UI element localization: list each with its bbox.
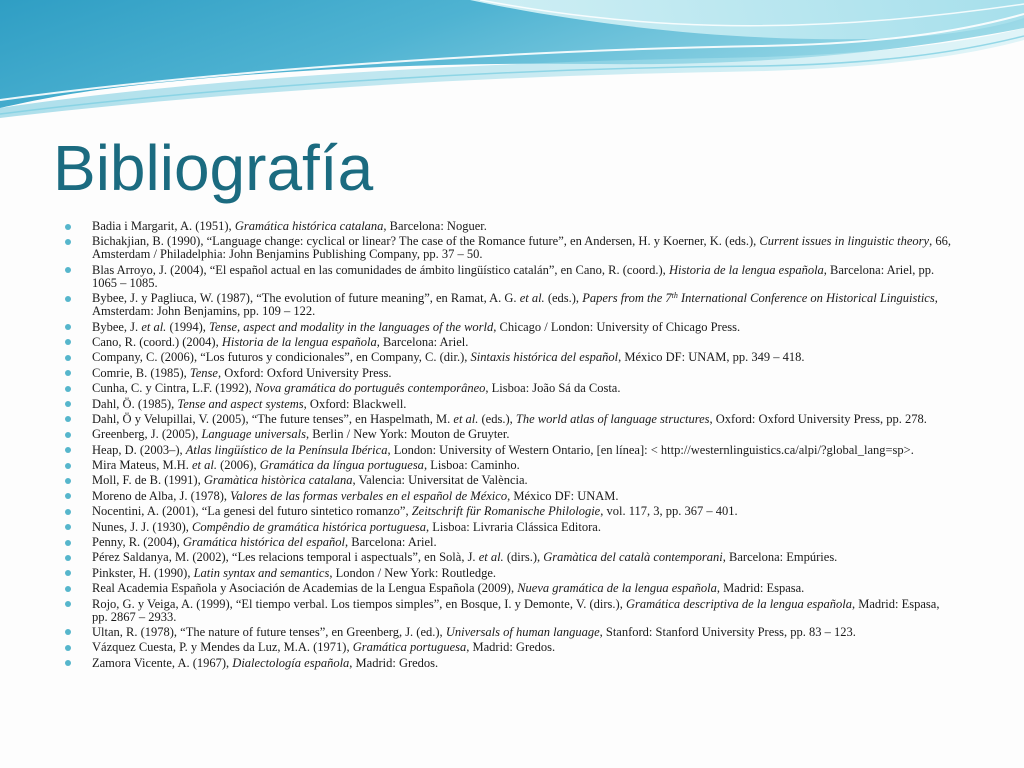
reference-text: , Lisboa: João Sá da Costa.	[485, 381, 621, 396]
reference-text: Bybee, J. y Pagliuca, W. (1987), “The evolution of future meaning”, en Ramat, A. G.	[92, 291, 520, 306]
reference-item	[92, 413, 958, 426]
reference-item	[92, 551, 958, 564]
reference-italic-text: Tense and aspect systems	[177, 396, 304, 411]
reference-text: Moll, F. de B. (1991),	[92, 473, 204, 488]
reference-item	[92, 428, 958, 441]
reference-text: (eds.),	[478, 411, 516, 426]
reference-text: , México DF: UNAM.	[507, 488, 619, 503]
reference-item	[92, 351, 958, 364]
reference-italic-text: Dialectología española	[232, 655, 350, 670]
reference-italic-text: et al.	[141, 319, 167, 334]
reference-italic-text: Tense, aspect and modality in the languages of the world	[209, 319, 494, 334]
reference-text: Moreno de Alba, J. (1978),	[92, 488, 231, 503]
reference-text: , Madrid: Gredos.	[349, 655, 439, 670]
reference-text: Blas Arroyo, J. (2004), “El español actual en las comunidades de ámbito lingüístico catalán”, en Cano, R. (coord.),	[92, 262, 669, 277]
reference-italic-text: Gramàtica històrica catalana	[203, 473, 353, 488]
bullet-icon	[65, 463, 71, 469]
reference-text: Nunes, J. J. (1930),	[92, 519, 192, 534]
bullet-icon	[65, 478, 71, 484]
reference-text: , Oxford: Blackwell.	[303, 396, 407, 411]
reference-text: , vol. 117, 3, pp. 367 – 401.	[600, 504, 738, 519]
reference-item	[92, 505, 958, 518]
reference-text: , Oxford: Oxford University Press, pp. 278.	[709, 411, 927, 426]
reference-text: Bybee, J.	[92, 319, 142, 334]
bullet-icon	[65, 570, 71, 576]
bullet-icon	[65, 601, 71, 607]
reference-text: , Valencia: Universitat de València.	[352, 473, 528, 488]
reference-text: , 66, Amsterdam / Philadelphia: John Benjamins Publishing Company, pp. 37 – 50.	[92, 234, 951, 262]
reference-italic-text: et al.	[453, 411, 479, 426]
reference-italic-text: Universals of human language	[445, 624, 600, 639]
reference-italic-text: The world atlas of language structures	[515, 411, 710, 426]
reference-item	[92, 626, 958, 639]
reference-item	[92, 382, 958, 395]
reference-item	[92, 292, 958, 318]
bullet-icon	[65, 524, 71, 530]
reference-item	[92, 598, 958, 624]
reference-item	[92, 459, 958, 472]
reference-text: Dahl, Ö. (1985),	[92, 396, 178, 411]
reference-italic-text: Historia de la lengua española	[221, 334, 377, 349]
reference-text: Pérez Saldanya, M. (2002), “Les relacions temporal i aspectuals”, en Solà, J.	[92, 550, 479, 565]
bullet-icon	[65, 324, 71, 330]
reference-italic-text: Compêndio de gramática histórica portuguesa	[192, 519, 427, 534]
reference-item	[92, 398, 958, 411]
reference-text: , Madrid: Espasa, pp. 2867 – 2933.	[92, 596, 940, 624]
reference-italic-text: Gramàtica del català contemporani	[543, 550, 723, 565]
reference-text: , Lisboa: Caminho.	[423, 458, 520, 473]
reference-superscript: th	[671, 291, 678, 301]
reference-italic-text: Sintaxis histórica del español	[470, 350, 619, 365]
reference-text: , Barcelona: Ariel, pp. 1065 – 1085.	[92, 262, 935, 290]
bullet-icon	[65, 540, 71, 546]
bullet-icon	[65, 239, 71, 245]
reference-text: (dirs.),	[503, 550, 544, 565]
bullet-icon	[65, 493, 71, 499]
reference-text: , London: University of Western Ontario, [en línea]: < http://westernlinguistics.ca/alpi/?global_lang=sp>.	[387, 442, 914, 457]
bullet-icon	[65, 386, 71, 392]
reference-italic-text: Current issues in linguistic theory	[759, 234, 930, 249]
reference-item	[92, 220, 958, 233]
reference-text: Comrie, B. (1985),	[92, 365, 190, 380]
bullet-icon	[65, 401, 71, 407]
reference-text: Penny, R. (2004),	[92, 535, 183, 550]
reference-italic-text: Gramática histórica del español	[182, 535, 345, 550]
reference-list	[92, 220, 958, 672]
reference-italic-text: et al.	[478, 550, 504, 565]
reference-text: (1994),	[166, 319, 210, 334]
bullet-icon	[65, 296, 71, 302]
reference-text: , Barcelona: Empúries.	[722, 550, 838, 565]
reference-text: , Berlin / New York: Mouton de Gruyter.	[305, 427, 510, 442]
reference-item	[92, 235, 958, 261]
header-wave-decoration	[0, 0, 1024, 130]
reference-item	[92, 336, 958, 349]
reference-item	[92, 582, 958, 595]
bullet-icon	[65, 267, 71, 273]
reference-text: Dahl, Ö y Velupillai, V. (2005), “The future tenses”, en Haspelmath, M.	[92, 411, 454, 426]
reference-text: Mira Mateus, M.H.	[92, 458, 192, 473]
reference-text: Nocentini, A. (2001), “La genesi del futuro sintetico romanzo”,	[92, 504, 412, 519]
bullet-icon	[65, 629, 71, 635]
reference-text: , Chicago / London: University of Chicago Press.	[493, 319, 741, 334]
bullet-icon	[65, 416, 71, 422]
bullet-icon	[65, 645, 71, 651]
reference-text: , Barcelona: Noguer.	[383, 219, 487, 233]
reference-italic-text: Language universals	[201, 427, 306, 442]
reference-italic-text: Atlas lingüístico de la Península Ibérica	[185, 442, 388, 457]
reference-italic-text: Gramática da língua portuguesa	[259, 458, 424, 473]
reference-text: Company, C. (2006), “Los futuros y condicionales”, en Company, C. (dir.),	[92, 350, 471, 365]
reference-italic-text: et al.	[192, 458, 217, 473]
reference-item	[92, 567, 958, 580]
reference-text: , México DF: UNAM, pp. 349 – 418.	[618, 350, 805, 365]
reference-text: , Madrid: Espasa.	[716, 581, 805, 596]
reference-text: Greenberg, J. (2005),	[92, 427, 202, 442]
reference-text: , Oxford: Oxford University Press.	[217, 365, 392, 380]
reference-text: (2006),	[217, 458, 260, 473]
reference-text: Ultan, R. (1978), “The nature of future tenses”, en Greenberg, J. (ed.),	[92, 624, 446, 639]
reference-text: Zamora Vicente, A. (1967),	[92, 655, 233, 670]
page-title: Bibliografía	[53, 132, 374, 204]
bullet-icon	[65, 355, 71, 361]
reference-text: , Madrid: Gredos.	[466, 640, 556, 655]
reference-text: , Barcelona: Ariel.	[345, 535, 437, 550]
reference-item	[92, 490, 958, 503]
reference-text: Heap, D. (2003–),	[92, 442, 186, 457]
reference-text: (eds.),	[544, 291, 583, 306]
reference-text: , Barcelona: Ariel.	[376, 334, 469, 349]
reference-text: Cunha, C. y Cintra, L.F. (1992),	[92, 381, 255, 396]
bullet-icon	[65, 224, 71, 230]
bullet-icon	[65, 339, 71, 345]
reference-text: , Amsterdam: John Benjamins, pp. 109 – 122.	[92, 291, 938, 319]
reference-text: Vázquez Cuesta, P. y Mendes da Luz, M.A. (1971),	[92, 640, 353, 655]
reference-item	[92, 657, 958, 670]
reference-italic-text: Gramática portuguesa	[352, 640, 467, 655]
bullet-icon	[65, 555, 71, 561]
reference-italic-text: Nueva gramática de la lengua española	[517, 581, 717, 596]
reference-text: Rojo, G. y Veiga, A. (1999), “El tiempo verbal. Los tiempos simples”, en Bosque, I. y Demonte, V. (dirs.),	[92, 596, 626, 611]
reference-italic-text: Nova gramática do português contemporâneo	[254, 381, 486, 396]
bullet-icon	[65, 660, 71, 666]
reference-text: , London / New York: Routledge.	[329, 565, 497, 580]
reference-item	[92, 264, 958, 290]
bullet-icon	[65, 447, 71, 453]
reference-text: Pinkster, H. (1990),	[92, 565, 194, 580]
reference-item	[92, 521, 958, 534]
reference-italic-text: Tense	[189, 365, 218, 380]
reference-text: Bichakjian, B. (1990), “Language change: cyclical or linear? The case of the Romance future”, en Andersen, H. y Koerner, K. (eds.),	[92, 234, 760, 249]
reference-italic-text: Valores de las formas verbales en el español de México	[230, 488, 508, 503]
reference-item	[92, 367, 958, 380]
bullet-icon	[65, 586, 71, 592]
reference-item	[92, 641, 958, 654]
bullet-icon	[65, 432, 71, 438]
reference-item	[92, 536, 958, 549]
reference-italic-text: Historia de la lengua española	[668, 262, 824, 277]
reference-text: Cano, R. (coord.) (2004),	[92, 334, 222, 349]
bullet-icon	[65, 370, 71, 376]
reference-italic-text: Zeitschrift für Romanische Philologie	[411, 504, 601, 519]
reference-item	[92, 474, 958, 487]
reference-item	[92, 444, 958, 457]
reference-italic-text: et al.	[519, 291, 545, 306]
reference-italic-text: Gramática descriptiva de la lengua española	[625, 596, 852, 611]
bullet-icon	[65, 509, 71, 515]
reference-item	[92, 321, 958, 334]
reference-italic-text: International Conference on Historical Linguistics	[677, 291, 935, 306]
reference-text: Badia i Margarit, A. (1951),	[92, 219, 235, 233]
reference-italic-text: Gramática histórica catalana	[234, 219, 384, 233]
reference-text: Real Academia Española y Asociación de Academias de la Lengua Española (2009),	[92, 581, 518, 596]
reference-text: , Lisboa: Livraria Clássica Editora.	[426, 519, 601, 534]
reference-italic-text: Papers from the 7	[582, 291, 672, 306]
reference-text: , Stanford: Stanford University Press, pp. 83 – 123.	[599, 624, 856, 639]
reference-italic-text: Latin syntax and semantics	[193, 565, 330, 580]
